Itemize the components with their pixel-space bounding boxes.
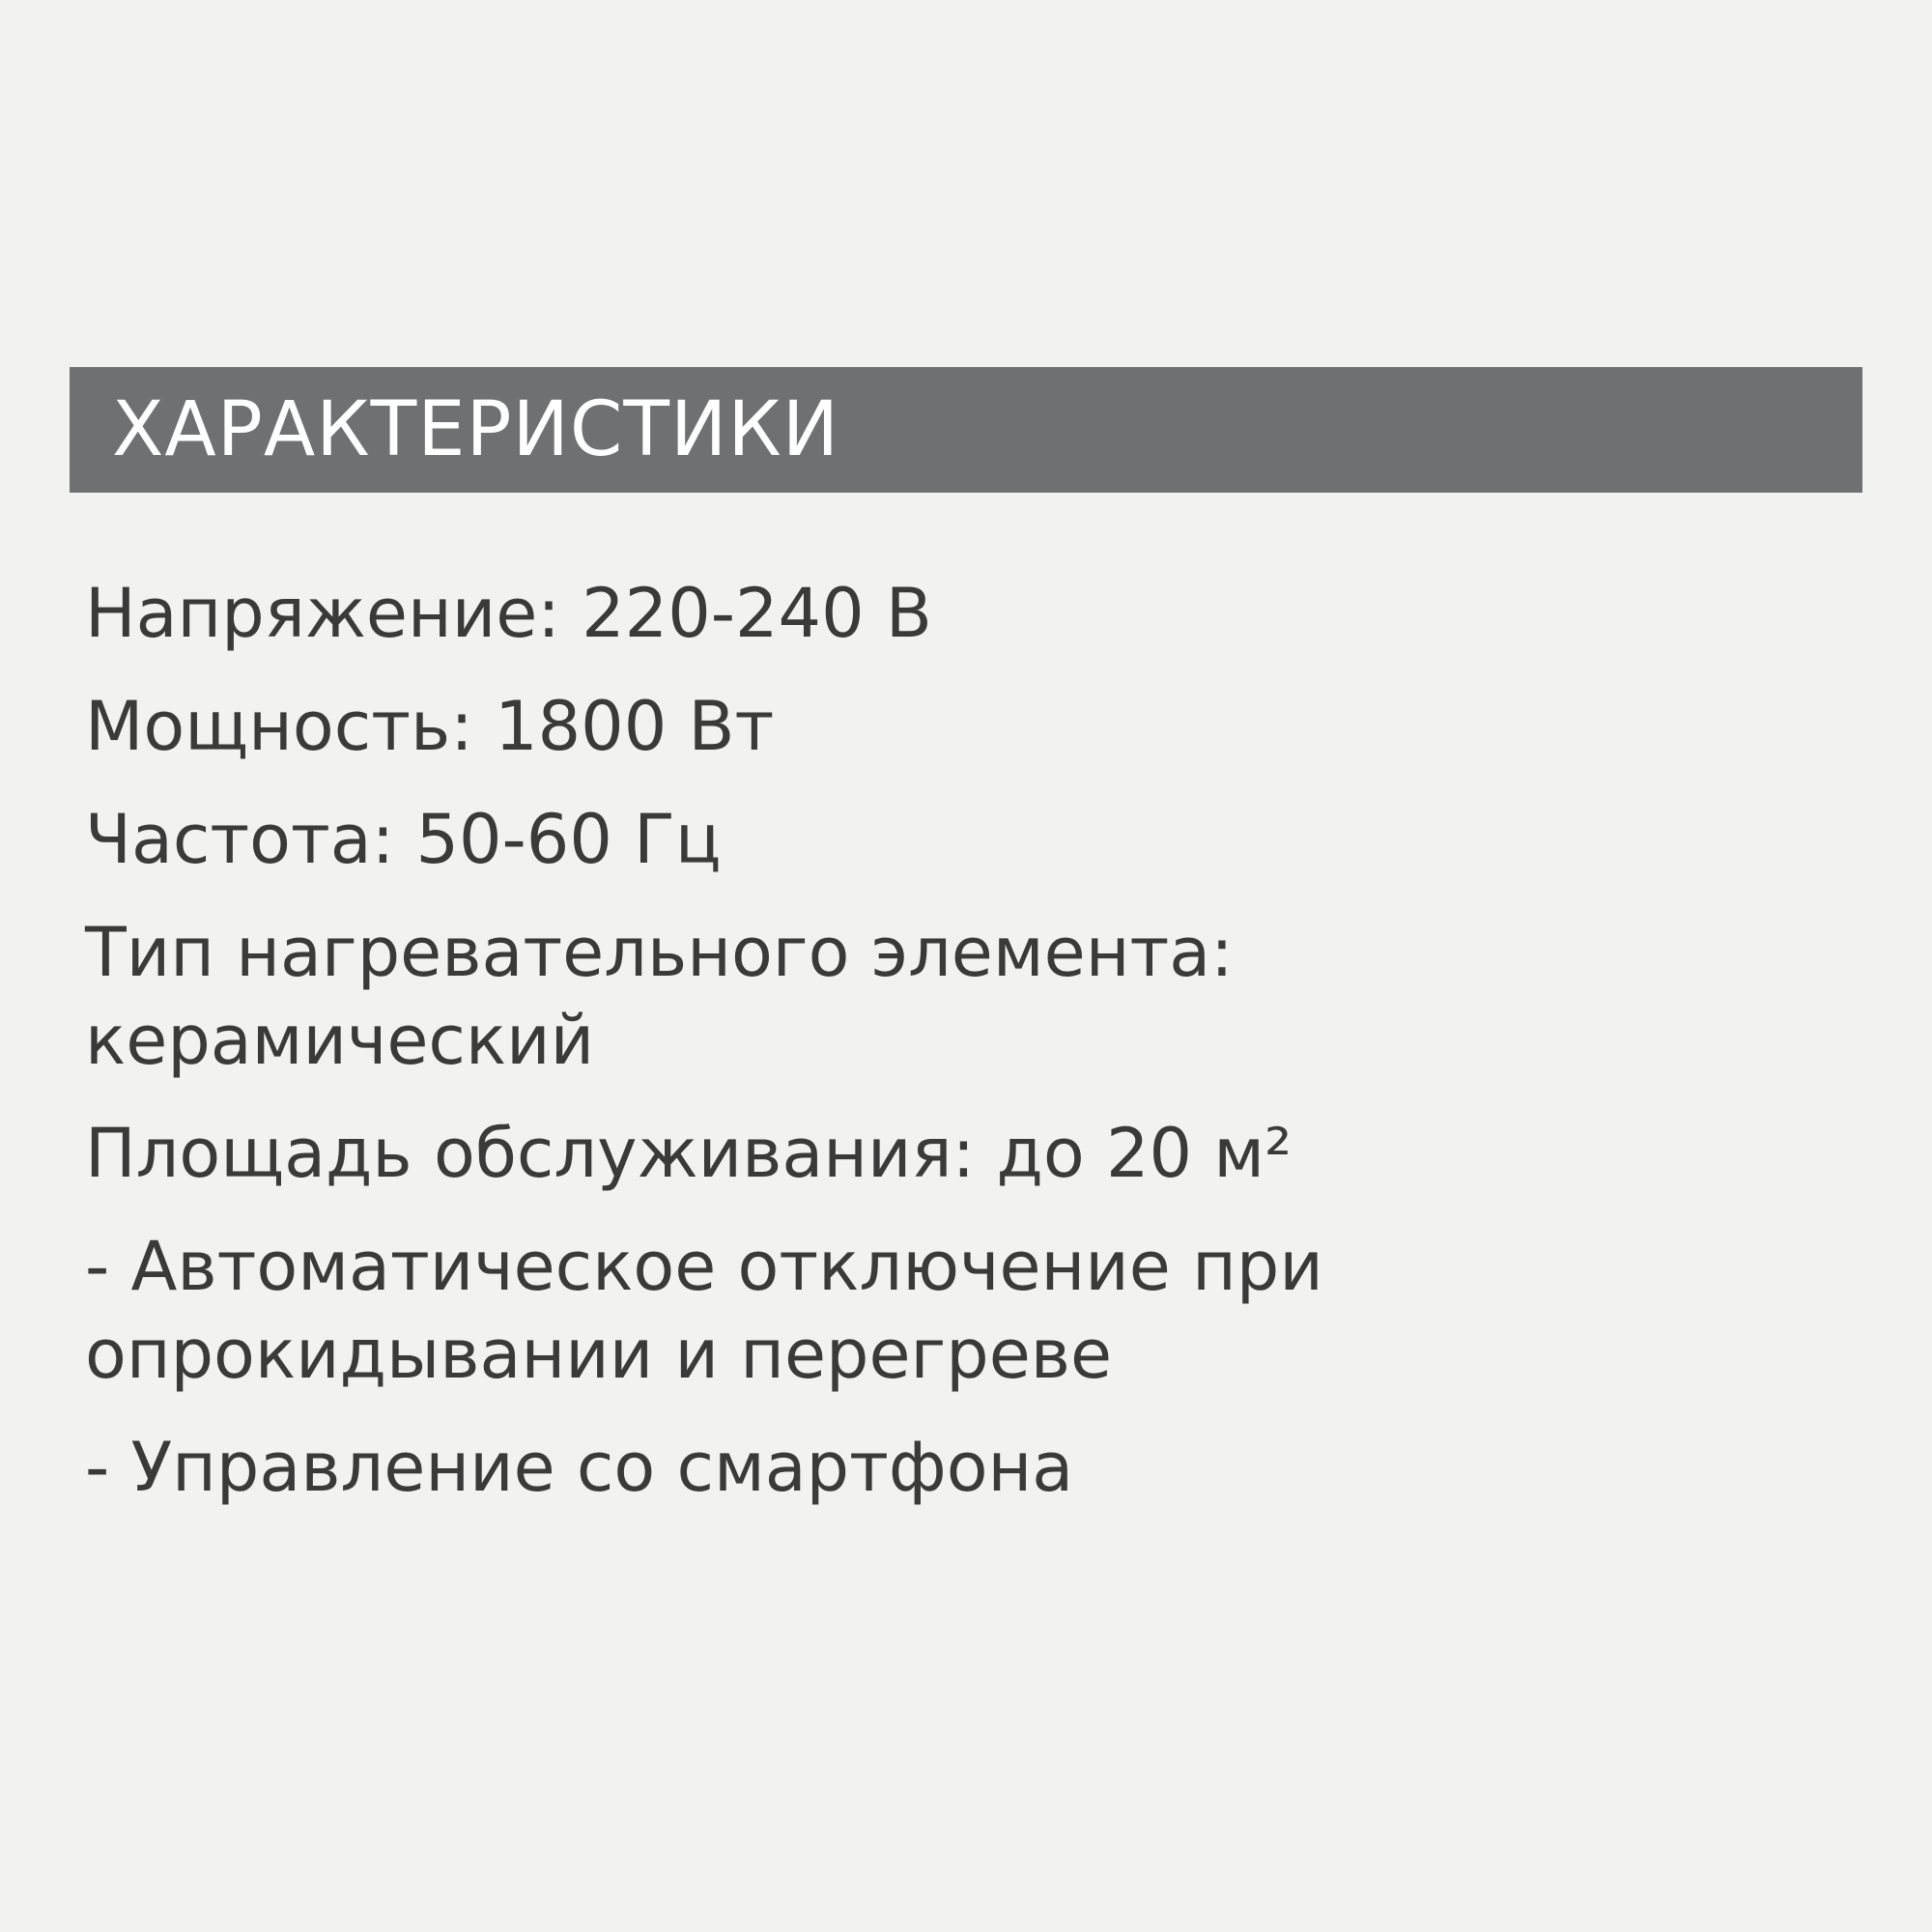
list-item: Мощность: 1800 Вт xyxy=(85,687,775,766)
specifications-header-bar xyxy=(70,367,1862,493)
specifications-list xyxy=(85,570,1862,1537)
page-title: ХАРАКТЕРИСТИКИ xyxy=(112,386,840,473)
list-item: - Управление со смартфона xyxy=(85,1428,1074,1507)
list-item: Частота: 50-60 Гц xyxy=(85,800,722,879)
list-item: Площадь обслуживания: до 20 м² xyxy=(85,1114,1293,1193)
list-item: Напряжение: 220-240 В xyxy=(85,574,932,653)
list-item: - Автоматическое отключение при опрокидывании и перегреве xyxy=(85,1227,1323,1394)
list-item: Тип нагревательного элемента: керамический xyxy=(85,913,1234,1080)
